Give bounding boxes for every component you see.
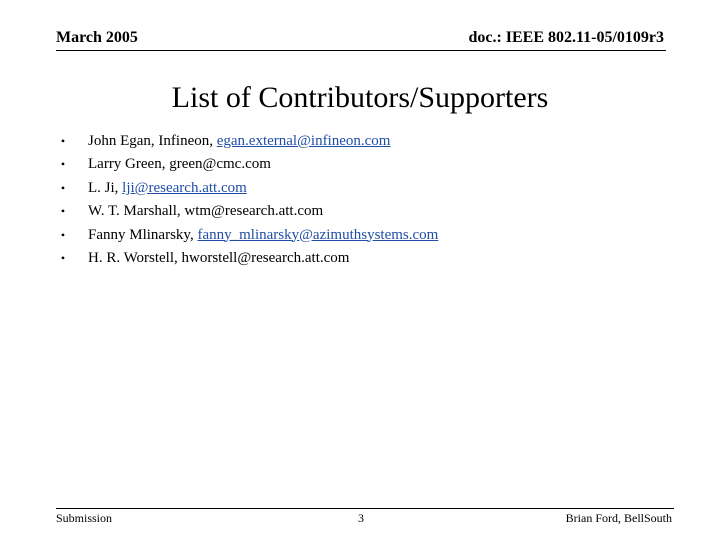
email-text: wtm@research.att.com xyxy=(184,203,324,220)
contributor-name: H. R. Worstell, xyxy=(88,249,182,266)
bullet-icon: • xyxy=(60,157,66,172)
footer-divider xyxy=(56,508,674,509)
slide-title: List of Contributors/Supporters xyxy=(171,81,549,114)
header-date: March 2005 xyxy=(56,29,138,46)
header-doc-id: doc.: IEEE 802.11-05/0109r3 xyxy=(468,29,664,46)
bullet-icon: • xyxy=(60,227,66,242)
email-link[interactable]: lji@research.att.com xyxy=(122,179,247,196)
email-link[interactable]: fanny_mlinarsky@azimuthsystems.com xyxy=(197,226,439,243)
bullet-icon: • xyxy=(60,250,66,265)
footer-page-number: 3 xyxy=(358,511,364,525)
email-text: hworstell@research.att.com xyxy=(181,249,350,266)
contributor-name: W. T. Marshall, xyxy=(88,203,185,220)
bullet-icon: • xyxy=(60,180,66,195)
bullet-icon: • xyxy=(60,204,66,219)
contributor-name: John Egan, Infineon, xyxy=(88,133,217,149)
contributor-name: L. Ji, xyxy=(88,179,123,196)
email-link[interactable]: egan.external@infineon.com xyxy=(216,133,391,149)
contributor-name: Larry Green, xyxy=(88,156,170,173)
footer-submission: Submission xyxy=(56,511,113,525)
contributor-name: Fanny Mlinarsky, xyxy=(88,226,198,243)
header-divider xyxy=(56,50,666,51)
email-text: green@cmc.com xyxy=(169,156,271,173)
footer-author: Brian Ford, BellSouth xyxy=(565,511,672,525)
bullet-icon: • xyxy=(60,134,66,148)
